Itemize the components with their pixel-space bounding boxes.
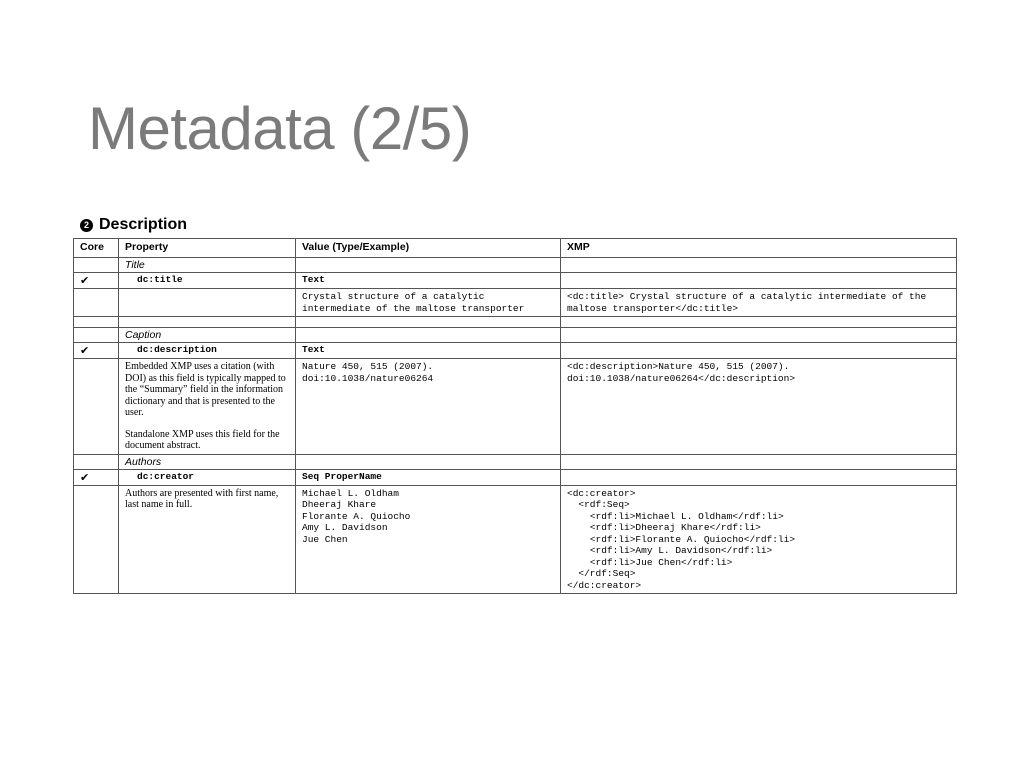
core-check-icon: ✔	[74, 343, 119, 359]
table-cell	[561, 454, 957, 469]
note-dc-creator: Authors are presented with first name, last name in full.	[119, 485, 296, 594]
property-dc-creator: dc:creator	[119, 469, 296, 485]
header-xmp: XMP	[561, 239, 957, 258]
table-cell	[74, 258, 119, 273]
example-dc-description: Nature 450, 515 (2007). doi:10.1038/nature06264	[296, 359, 561, 455]
table-cell	[296, 258, 561, 273]
header-core: Core	[74, 239, 119, 258]
table-header-row	[74, 239, 957, 258]
table-cell	[119, 289, 296, 317]
xmp-dc-title: <dc:title> Crystal structure of a catalytic intermediate of the maltose transporter</dc:title>	[561, 289, 957, 317]
table-row-description-example	[74, 359, 957, 455]
table-row-group-title	[74, 258, 957, 273]
table-row-dc-title	[74, 273, 957, 289]
section-number-badge: 2	[80, 219, 93, 232]
section-heading	[80, 216, 187, 234]
table-cell	[561, 258, 957, 273]
table-cell	[296, 328, 561, 343]
core-check-icon: ✔	[74, 469, 119, 485]
metadata-table	[73, 238, 957, 594]
slide-title: Metadata (2/5)	[88, 95, 472, 162]
table-cell	[74, 289, 119, 317]
table-cell	[74, 454, 119, 469]
table-row-group-authors	[74, 454, 957, 469]
table-cell	[561, 343, 957, 359]
example-dc-title: Crystal structure of a catalytic intermediate of the maltose transporter	[296, 289, 561, 317]
table-cell	[561, 328, 957, 343]
table-cell	[561, 273, 957, 289]
table-cell	[74, 328, 119, 343]
type-dc-creator: Seq ProperName	[296, 469, 561, 485]
table-cell	[74, 485, 119, 594]
table-row-spacer	[74, 317, 957, 328]
table-row-creator-example	[74, 485, 957, 594]
property-dc-description: dc:description	[119, 343, 296, 359]
table-row-group-caption	[74, 328, 957, 343]
type-dc-description: Text	[296, 343, 561, 359]
table-row-title-example	[74, 289, 957, 317]
table-cell	[74, 359, 119, 455]
xmp-dc-description: <dc:description>Nature 450, 515 (2007). doi:10.1038/nature06264</dc:description>	[561, 359, 957, 455]
group-label-caption: Caption	[119, 328, 296, 343]
property-dc-title: dc:title	[119, 273, 296, 289]
xmp-dc-creator: <dc:creator> <rdf:Seq> <rdf:li>Michael L. Oldham</rdf:li> <rdf:li>Dheeraj Khare</rdf:li> <rdf:li>Florante A. Quiocho</rdf:li> <rdf:li>Amy L. Davidson</rdf:li> <rdf:li>Jue Chen</rdf:li> </rdf:Seq> </dc:creator>	[561, 485, 957, 594]
section-heading-label: Description	[99, 216, 188, 233]
type-dc-title: Text	[296, 273, 561, 289]
header-value: Value (Type/Example)	[296, 239, 561, 258]
table-row-dc-description	[74, 343, 957, 359]
table-row-dc-creator	[74, 469, 957, 485]
group-label-title: Title	[119, 258, 296, 273]
table-cell	[561, 469, 957, 485]
group-label-authors: Authors	[119, 454, 296, 469]
header-property: Property	[119, 239, 296, 258]
table-cell	[296, 454, 561, 469]
core-check-icon: ✔	[74, 273, 119, 289]
note-embedded-xmp: Embedded XMP uses a citation (with DOI) as this field is typically mapped to the “Summary” field in the information dictionary and that is presented to the user.	[125, 361, 286, 418]
note-standalone-xmp: Standalone XMP uses this field for the document abstract.	[125, 428, 280, 451]
example-dc-creator: Michael L. Oldham Dheeraj Khare Florante A. Quiocho Amy L. Davidson Jue Chen	[296, 485, 561, 594]
note-dc-description	[119, 359, 296, 455]
